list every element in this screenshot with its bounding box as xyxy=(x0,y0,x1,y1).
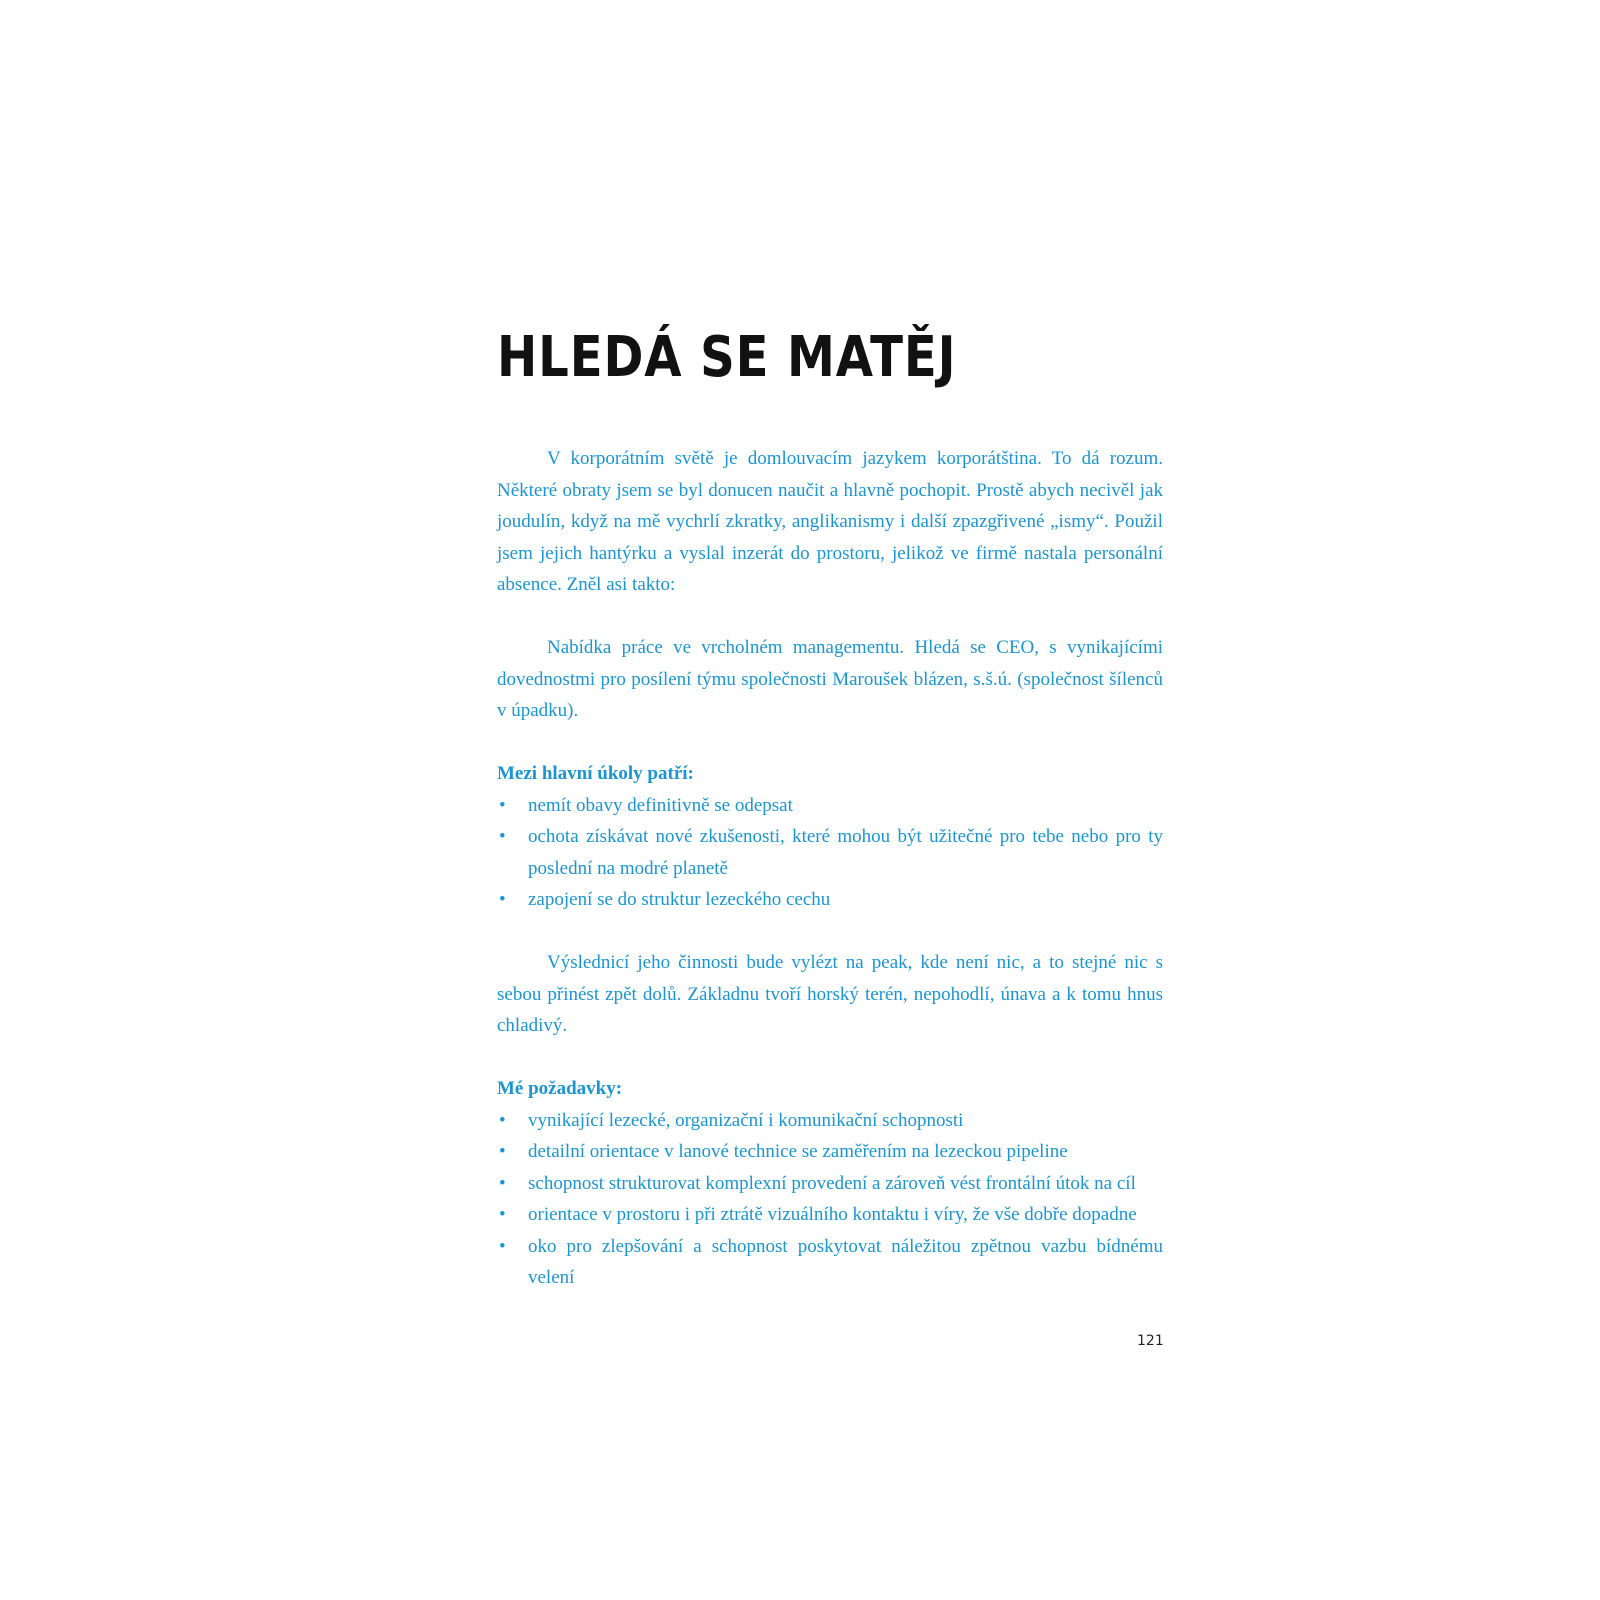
job-offer-paragraph: Nabídka práce ve vrcholném managementu. Hledá se CEO, s vynikajícími dovednostmi pro posílení týmu společnosti Maroušek blázen, s.š.ú. (společnost šílenců v úpadku). xyxy=(497,637,1163,721)
chapter-title: HLEDÁ SE MATĚJ xyxy=(497,325,957,390)
list-item xyxy=(497,1105,1163,1137)
list-item-text: oko pro zlepšování a schopnost poskytovat náležitou zpětnou vazbu bídnému velení xyxy=(528,1235,1163,1288)
paragraph-gap xyxy=(497,916,1163,948)
bullet-icon: • xyxy=(499,1204,506,1225)
list-item-text: orientace v prostoru i při ztrátě vizuálního kontaktu i víry, že vše dobře dopadne xyxy=(528,1204,1137,1225)
bullet-icon: • xyxy=(499,794,506,816)
requirements-list xyxy=(497,1105,1163,1294)
intro-paragraph: V korporátním světě je domlouvacím jazykem korporátština. To dá rozum. Některé obraty jsem se byl donucen naučit a hlavně pochopit. Prostě abych necivěl jak joudulín, když na mě vychrlí zkratky, anglikanismy i další zpazgřivené „ismy“. Použil jsem jejich hantýrku a vyslal inzerát do prostoru, jelikož ve firmě nastala personální absence. Zněl asi takto: xyxy=(497,448,1163,595)
bullet-icon: • xyxy=(499,826,506,847)
result-paragraph: Výslednicí jeho činnosti bude vylézt na peak, kde není nic, a to stejné nic s sebou přinést zpět dolů. Základnu tvoří horský terén, nepohodlí, únava a k tomu hnus chladivý. xyxy=(497,952,1163,1036)
paragraph-gap xyxy=(497,727,1163,759)
list-item-text: zapojení se do struktur lezeckého cechu xyxy=(528,889,831,910)
bullet-icon: • xyxy=(499,1109,506,1131)
list-item-text: nemít obavy definitivně se odepsat xyxy=(528,794,793,816)
bullet-icon: • xyxy=(499,1141,506,1162)
list-item xyxy=(497,1199,1163,1231)
page-number: 121 xyxy=(1137,1333,1164,1349)
list-item xyxy=(497,884,1163,916)
tasks-list xyxy=(497,790,1163,916)
list-item xyxy=(497,1168,1163,1200)
list-item xyxy=(497,821,1163,884)
paragraph-gap xyxy=(497,601,1163,633)
list-item-text: ochota získávat nové zkušenosti, které mohou být užitečné pro tebe nebo pro ty poslední na modré planetě xyxy=(528,826,1163,879)
list-item xyxy=(497,1136,1163,1168)
list-item-text: detailní orientace v lanové technice se zaměřením na lezeckou pipeline xyxy=(528,1141,1068,1162)
bullet-icon: • xyxy=(499,1172,506,1194)
tasks-heading: Mezi hlavní úkoly patří: xyxy=(497,763,694,784)
bullet-icon: • xyxy=(499,1235,506,1257)
list-item-text: schopnost strukturovat komplexní provedení a zároveň vést frontální útok na cíl xyxy=(528,1172,1136,1194)
paragraph-gap xyxy=(497,1042,1163,1074)
list-item-text: vynikající lezecké, organizační i komunikační schopnosti xyxy=(528,1109,964,1131)
list-item xyxy=(497,1231,1163,1294)
bullet-icon: • xyxy=(499,889,506,910)
chapter-body xyxy=(497,443,1163,1294)
requirements-heading: Mé požadavky: xyxy=(497,1078,623,1099)
list-item xyxy=(497,790,1163,822)
